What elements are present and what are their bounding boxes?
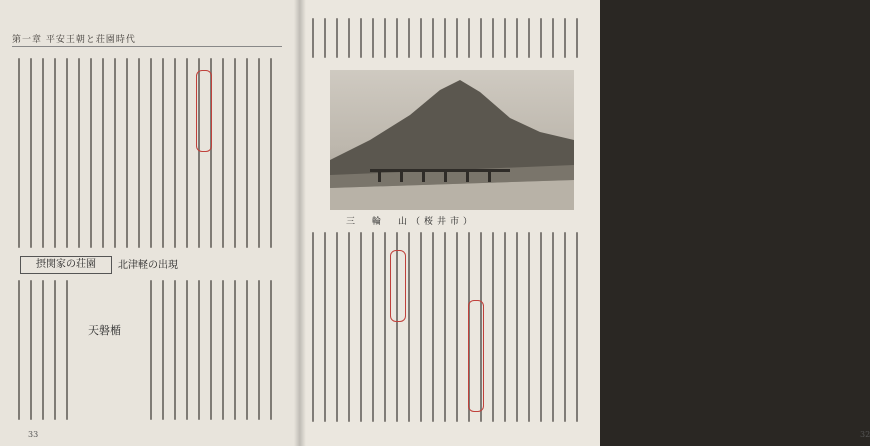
photo-caption: 三 輪 山（桜井市）: [346, 217, 477, 227]
handwritten-note: 天磐楯: [88, 324, 121, 337]
red-annotation: [468, 300, 484, 412]
red-annotation: [390, 250, 406, 322]
book-gutter: [294, 0, 306, 446]
running-head: 第一章 平安王朝と荘園時代: [12, 35, 136, 45]
running-rule: [12, 46, 282, 47]
red-annotation: [196, 70, 212, 152]
section-heading: 摂関家の荘園: [20, 256, 112, 274]
mountain-photograph: [330, 70, 574, 210]
left-page-number: 33: [28, 430, 39, 439]
right-page-number: 32: [860, 430, 870, 439]
left-page: [0, 0, 300, 446]
section-subhead: 北津軽の出現: [118, 260, 178, 271]
